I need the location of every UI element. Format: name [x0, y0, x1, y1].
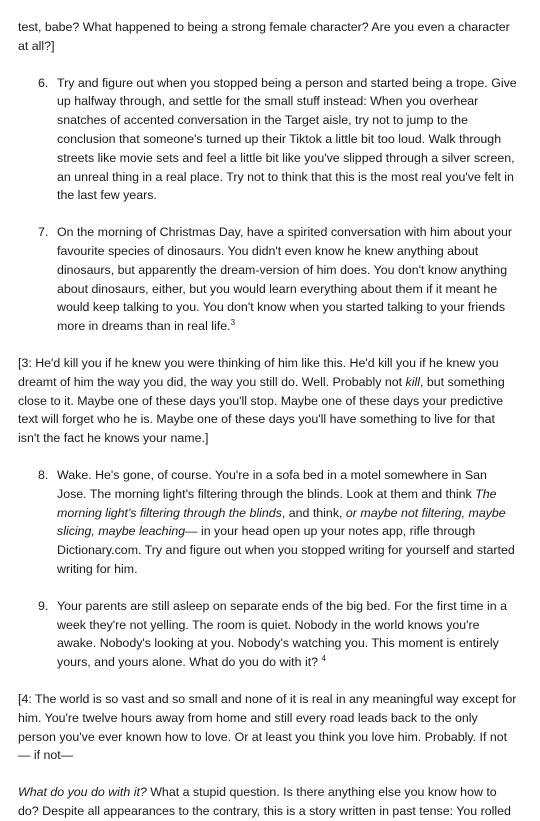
footnote-text: [3: He'd kill you if he knew you were thinking of him like this. He'd kill you if he knew you dreamt of him the way you did, the way you still do. Well. Probably not	[18, 355, 499, 389]
list-item-text: in your head open up your notes app, rifle through Dictionary.com. Try and figure out when you stopped writing for yourself and started writing for him.	[57, 524, 515, 576]
list-number: 7.	[38, 225, 49, 240]
list-number: 8.	[38, 467, 49, 482]
list-item	[18, 597, 518, 672]
emphasis-text: or maybe not filtering, maybe slicing, maybe leaching—	[57, 505, 506, 539]
emphasis-text: What do you do with it?	[18, 785, 147, 800]
list-item-text: , and think,	[281, 505, 346, 520]
numbered-list-b	[18, 466, 518, 672]
list-item-text: Wake. He's gone, of course. You're in a sofa bed in a motel somewhere in San Jose. The morning light's filtering through the blinds. Look at them and think	[57, 467, 487, 501]
footnote-text: , but something close to it. Maybe one of these days you'll stop. Maybe one of these days your predictive text will forget who he is. Maybe one of these days you'll have something to live for that isn't the fact he knows your name.]	[18, 374, 505, 446]
list-number: 6.	[38, 75, 49, 90]
list-item-text: Your parents are still asleep on separate ends of the big bed. For the first time in a week they're not yelling. The room is quiet. Nobody in the world knows you're awake. Nobody's looking at you. Nobody's watching you. This moment is entirely yours, and yours alone. What do you do with it?	[57, 598, 507, 670]
paragraph-text: What a stupid question. Is there anything else you know how to do? Despite all appearances to the contrary, this is a story written in past tense: You rolled	[18, 785, 511, 818]
intro-paragraph: test, babe? What happened to being a strong female character? Are you even a character at all?]	[18, 20, 510, 53]
list-item-text: Try and figure out when you stopped being a person and started being a trope. Give up halfway through, and settle for the small stuff instead: When you overhear snatches of accented conversation in the Target aisle, try not to jump to the conclusion that someone's turned up their Tiktok a little bit too loud. Walk through streets like movie sets and feel a little bit like you've slipped through a silver screen, an unreal thing in a real place. Try not to think that this is the most real you've felt in the last few years.	[57, 75, 517, 203]
footnote-3	[18, 354, 518, 448]
list-item	[18, 223, 518, 336]
footnote-4: [4: The world is so vast and so small and none of it is real in any meaningful way except for him. You're twelve hours away from home and still every road leads back to the only person you've ever known how to love. Or at least you think you love him. Probably. If not— if not—	[18, 691, 517, 763]
emphasis-text: The morning light's filtering through the blinds	[57, 486, 497, 520]
final-paragraph	[18, 783, 518, 821]
list-item-text: On the morning of Christmas Day, have a spirited conversation with him about your favourite species of dinosaurs. You didn't even know he knew anything about dinosaurs, but apparently the dream-version of him does. You don't know anything about dinosaurs, either, but you would learn everything about them if it meant he would keep talking to you. You don't know when you started talking to your friends more in dreams than in real life.	[57, 225, 512, 334]
footnote-marker[interactable]: 3	[230, 318, 236, 328]
list-item	[18, 466, 518, 579]
footnote-marker[interactable]: 4	[321, 653, 326, 663]
list-number: 9.	[38, 598, 49, 613]
numbered-list-a	[18, 74, 518, 336]
list-item	[18, 74, 518, 206]
emphasis-text: kill	[405, 374, 420, 389]
